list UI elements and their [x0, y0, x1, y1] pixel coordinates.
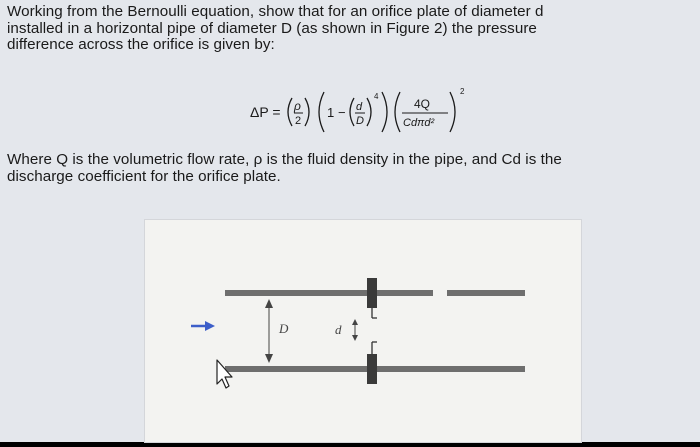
paren-left-3	[350, 98, 354, 126]
orifice-flange-bottom	[367, 354, 377, 384]
paren-left-2	[319, 92, 324, 132]
arrow-head-d-top	[352, 319, 358, 325]
flow-arrow-icon	[205, 321, 215, 331]
definition-line-2: discharge coefficient for the orifice plate.	[7, 167, 281, 185]
paren-left-4	[395, 92, 400, 132]
pressure-formula	[248, 84, 508, 140]
paren-right-4	[450, 92, 455, 132]
formula-D: D	[356, 115, 364, 127]
arrow-head-d-bottom	[352, 335, 358, 341]
problem-line-1: Working from the Bernoulli equation, show that for an orifice plate of diameter d	[7, 3, 544, 20]
paren-left-1	[288, 98, 292, 126]
formula-rho: ρ	[294, 99, 301, 113]
arrow-head-D-bottom	[265, 354, 273, 363]
pipe-wall-top-left	[225, 290, 433, 296]
problem-line-2: installed in a horizontal pipe of diameter D (as shown in Figure 2) the pressure	[7, 19, 537, 37]
label-d: d	[335, 322, 342, 337]
definition-line-1: Where Q is the volumetric flow rate, ρ is the fluid density in the pipe, and Cd is the	[7, 151, 562, 168]
problem-statement	[7, 4, 693, 54]
pipe-wall-top-right	[447, 290, 525, 296]
problem-line-3: difference across the orifice is given by:	[7, 36, 275, 53]
variable-definitions	[7, 152, 693, 185]
formula-d: d	[356, 101, 363, 113]
label-D: D	[279, 321, 289, 336]
formula-power-2: 2	[460, 87, 465, 96]
orifice-flange-top	[367, 278, 377, 308]
formula-numerator: 4Q	[414, 97, 431, 111]
mouse-pointer-icon	[217, 360, 232, 388]
formula-one: 1	[327, 105, 335, 120]
paren-right-3	[367, 98, 371, 126]
orifice-figure	[145, 220, 581, 442]
arrow-head-D-top	[265, 299, 273, 308]
formula-power-4: 4	[374, 92, 379, 101]
formula-lhs: ΔP =	[250, 104, 281, 120]
formula-denominator: Cdπd²	[403, 117, 435, 129]
formula-two: 2	[295, 115, 302, 127]
formula-minus: −	[338, 105, 346, 120]
paren-right-2	[382, 92, 387, 132]
paren-right-1	[305, 98, 309, 126]
